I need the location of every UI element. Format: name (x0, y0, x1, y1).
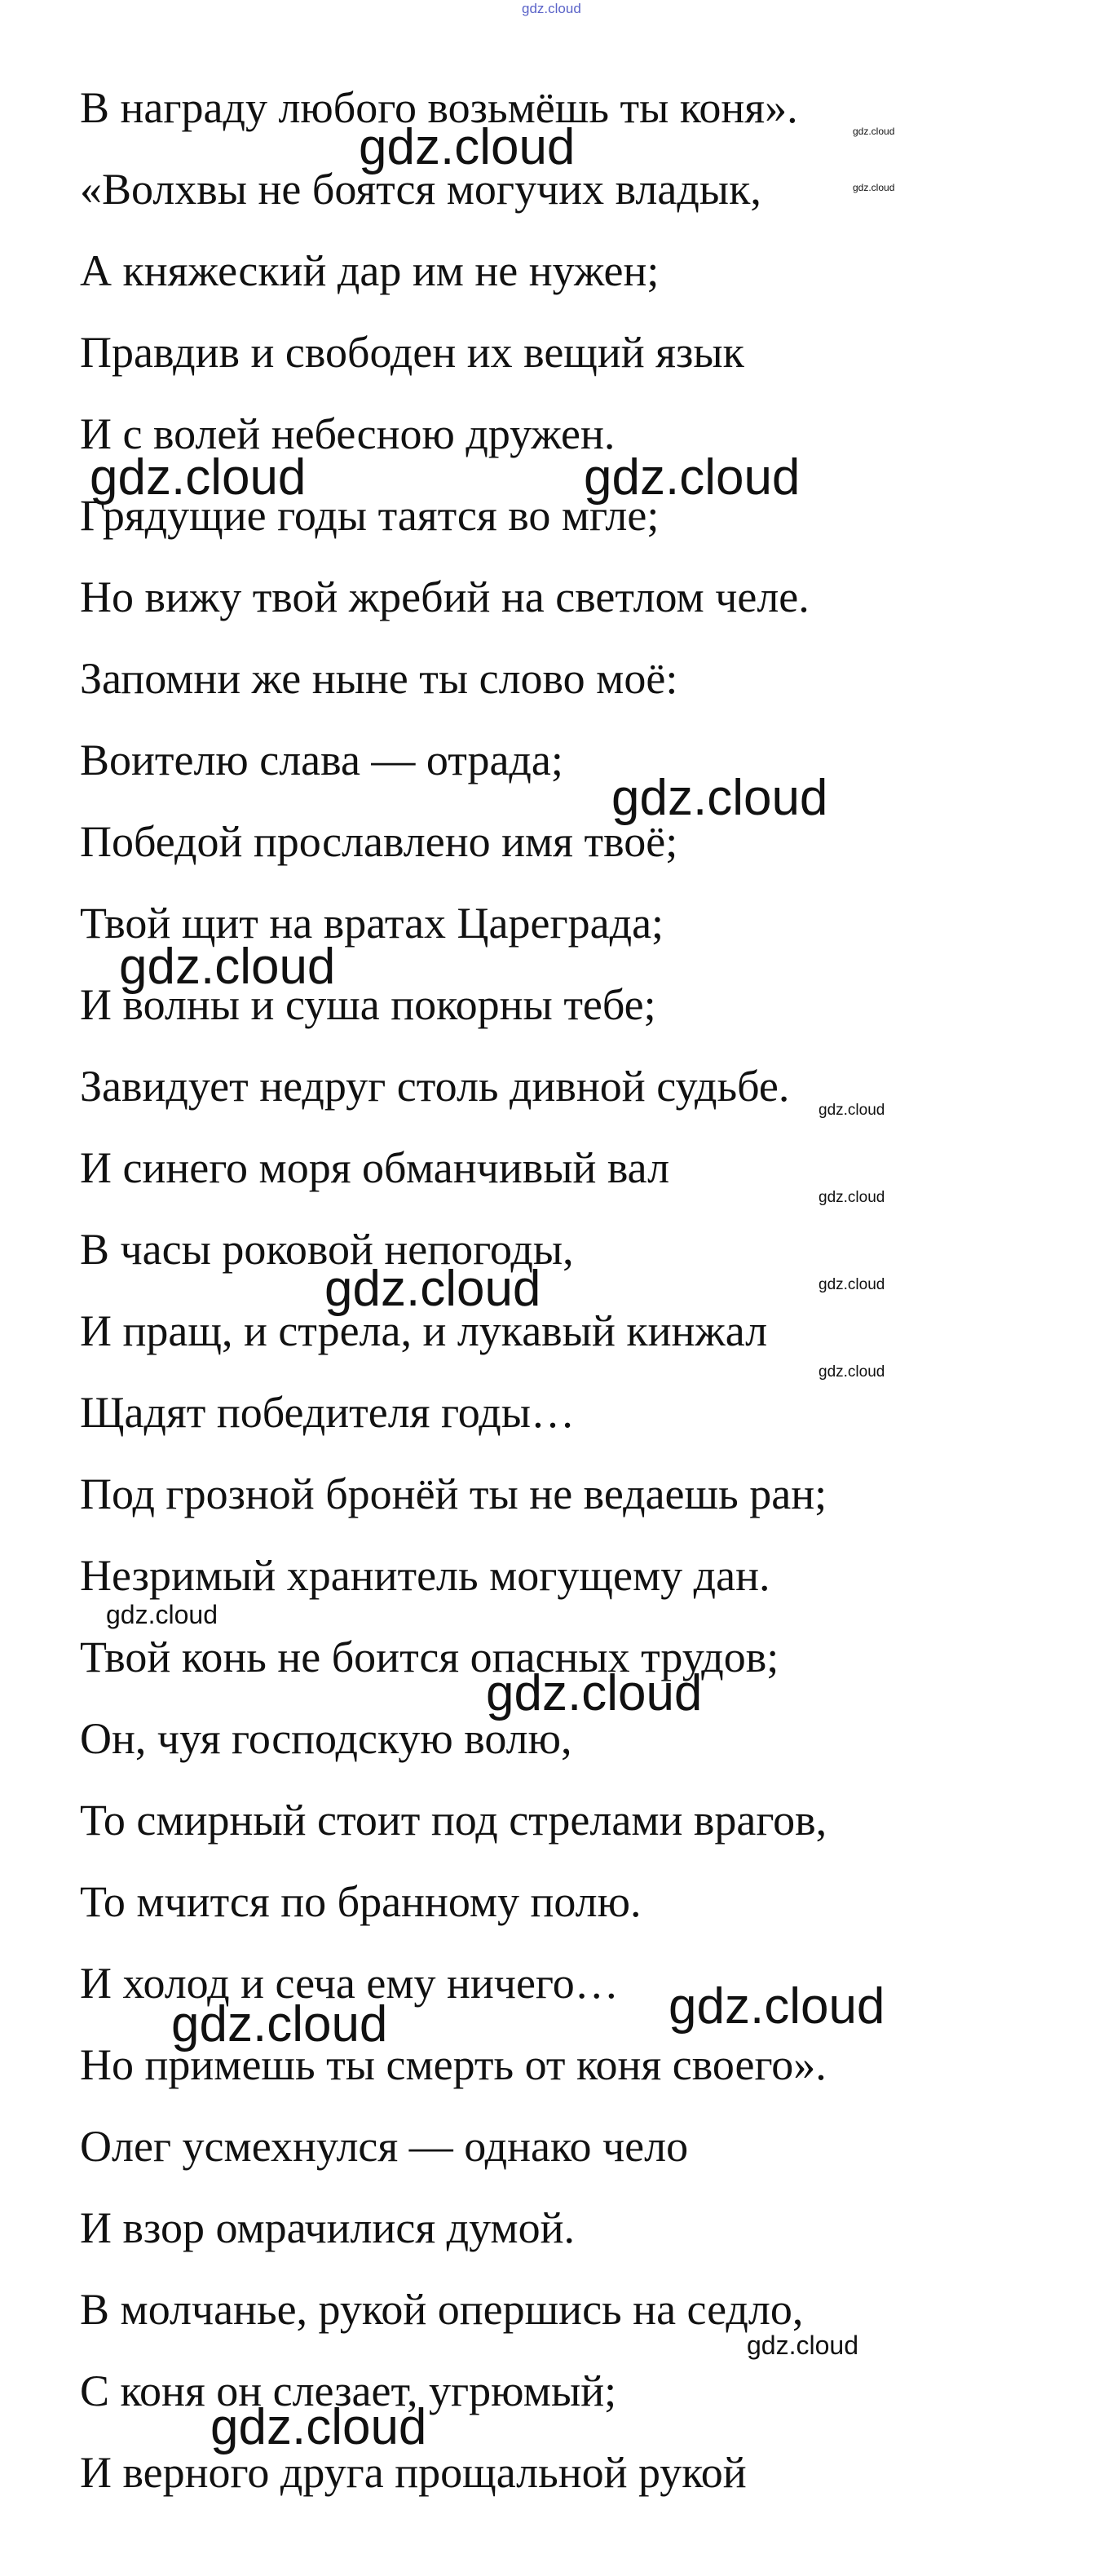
poem-line: Грядущие годы таятся во мгле; (80, 491, 660, 540)
poem-line: Он, чуя господскую волю, (80, 1714, 572, 1763)
watermark: gdz.cloud (486, 1665, 703, 1721)
poem-line: И верного друга прощальной рукой (80, 2448, 747, 2497)
poem-line: Победой прославлено имя твоё; (80, 817, 678, 866)
poem-line: В молчанье, рукой опершись на седло, (80, 2285, 804, 2334)
poem-line: Под грозной бронёй ты не ведаешь ран; (80, 1469, 827, 1518)
poem-line: И синего моря обманчивый вал (80, 1143, 670, 1192)
watermark: gdz.cloud (819, 1363, 885, 1381)
watermark: gdz.cloud (747, 2331, 858, 2360)
watermark: gdz.cloud (853, 182, 895, 193)
poem-line: В награду любого возьмёшь ты коня». (80, 83, 798, 132)
poem-line: Олег усмехнулся — однако чело (80, 2122, 689, 2171)
poem-line: Но вижу твой жребий на светлом челе. (80, 572, 810, 621)
poem-line: Но примешь ты смерть от коня своего». (80, 2040, 827, 2089)
watermark: gdz.cloud (90, 449, 307, 506)
poem-line: И холод и сеча ему ничего… (80, 1959, 619, 2008)
poem-line: Воителю слава — отрада; (80, 736, 563, 784)
watermark: gdz.cloud (669, 1978, 885, 2035)
watermark: gdz.cloud (106, 1600, 218, 1629)
poem-line: С коня он слезает, угрюмый; (80, 2366, 617, 2415)
watermark: gdz.cloud (819, 1276, 885, 1293)
poem-line: Завидует недруг столь дивной судьбе. (80, 1062, 790, 1111)
watermark: gdz.cloud (324, 1261, 541, 1317)
poem-line: Щадят победителя годы… (80, 1388, 575, 1437)
watermark: gdz.cloud (819, 1102, 885, 1119)
poem-line: И с волей небесною дружен. (80, 409, 616, 458)
watermark: gdz.cloud (359, 119, 576, 175)
poem-line: То смирный стоит под стрелами врагов, (80, 1796, 827, 1845)
watermark: gdz.cloud (853, 126, 895, 137)
poem-line: В часы роковой непогоды, (80, 1225, 574, 1274)
watermark: gdz.cloud (584, 449, 801, 506)
watermark: gdz.cloud (119, 939, 336, 995)
poem-line: И взор омрачилися думой. (80, 2203, 575, 2252)
watermark: gdz.cloud (611, 770, 828, 826)
poem-line: Правдив и свободен их вещий язык (80, 328, 744, 377)
poem-line: То мчится по бранному полю. (80, 1877, 642, 1926)
poem-line: «Волхвы не боятся могучих владык, (80, 165, 761, 214)
poem-line: А княжеский дар им не нужен; (80, 246, 660, 295)
poem-line: И пращ, и стрела, и лукавый кинжал (80, 1306, 768, 1355)
site-watermark-top: gdz.cloud (522, 1, 581, 16)
poem-line: Незримый хранитель могущему дан. (80, 1551, 770, 1600)
poem-line: Твой щит на вратах Цареграда; (80, 899, 664, 948)
poem-line: И волны и суша покорны тебе; (80, 980, 656, 1029)
watermark: gdz.cloud (819, 1189, 885, 1206)
watermark: gdz.cloud (210, 2399, 427, 2455)
watermark: gdz.cloud (171, 1996, 388, 2052)
poem-line: Запомни же ныне ты слово моё: (80, 654, 678, 703)
poem-line: Твой конь не боится опасных трудов; (80, 1633, 779, 1681)
